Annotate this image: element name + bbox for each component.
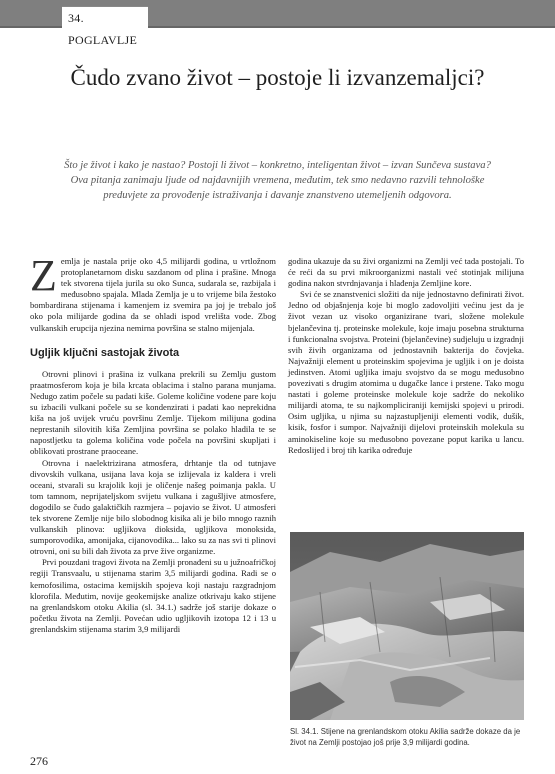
intro-text: emlja je nastala prije oko 4,5 milijardi godina, u vrtložnom protoplanetarnom disku sazdanom od plina i prašine. Mnoga tek stvorena tijela jurila su oko Sunca, sudarala se, razbijala i međusobno spajala. Mlada Zemlja je u to vrijeme bila žestoko bombardirana stijenama i kamenjem iz svemira pa joj je trebalo još oko pola milijarde godina da se ohladi ispod vrelišta vode. Zbog vulkanskih erupcija njezina nemirna površina se stalno mijenjala. (30, 256, 276, 333)
chapter-title: Čudo zvano život – postoje li izvanzemaljci? (70, 65, 485, 90)
rock-photo (290, 532, 524, 720)
chapter-label: 34. POGLAVLJE (62, 6, 148, 28)
body-paragraph: Otrovna i naelektrizirana atmosfera, drhtanje tla od tutnjave divovskih vulkana, usijana lava koja se izlijevala iz kaldera i vreli oceani, stvarali su krajolik koji je oličenje našeg poimanja pakla. U tom tamnom, neprijateljskom svijetu vulkana i zagušljive atmosfere, dogodilo se čudo galaktičkih razmjera – pojavio se život. U atmosferi tek stvorene Zemlje nije bilo slobodnog kisika ali je bilo mnogo raznih vulkanskih plinova: ugljikova dioksida, ugljikova monoksida, sumporovodika, amonijaka, cijanovodika... lako su za nas svi ti plinovi otrovni, oni su bili dah života za prve žive organizme. (30, 457, 276, 557)
body-paragraph: Prvi pouzdani tragovi života na Zemlji pronađeni su u južnoafričkoj regiji Transvaalu, u stijenama starim 3,5 milijardi godina. Radi se o kemofosilima, ostacima kemijskih spojeva koji nastaju razgradnjom klorofila. Međutim, novije geokemijske analize otkrivaju kako stijene na grenlandskom otoku Akilia (sl. 34.1.) sadrže još starije dokaze o početku života na Zemlji. Povećan udio ugljikovih izotopa 12 i 13 u grenlandskim stijenama starim 3,9 milijardi (30, 557, 276, 634)
drop-cap: Z (30, 251, 57, 300)
lead-paragraph: Što je život i kako je nastao? Postoji li život – konkretno, inteligentan život – izvan Sunčeva sustava? Ova pitanja zanimaju ljude od najdavnijih vremena, međutim, tek smo nedavno razvili tehnološke preduvjete za provođenje istraživanja i davanje znanstveno utemeljenih odgovora. (64, 160, 491, 201)
section-heading: Ugljik ključni sastojak života (30, 346, 180, 359)
left-column (30, 251, 276, 635)
page-number: 276 (30, 754, 48, 768)
body-paragraph: Svi će se znanstvenici složiti da nije jednostavno definirati život. Jedno od objašnjenja koje bi moglo zadovoljiti većinu jest da je život vezan uz visoko organizirane tvari, složene molekule bjelančevina tj. proteinske molekule, koje imaju posebna strukturna i funkcionalna svojstva. Proteini (bjelančevine) sudjeluju u izgradnji svih živih organizama od jednostavnih bakterija do čovjeka. Najvažniji element u proteinskim spojevima je ugljik i on je doista jedinstven. Atomi ugljika imaju svojstvo da se mogu međusobno povezivati s drugim atomima u dugačke lance i prstene. Tako mogu nastati i goleme proteinske molekule koje sadrže do nekoliko milijardi atoma, te su najkompliciraniji kemijski spojevi u prirodi. Osim ugljika, u njima su najzastupljeniji elementi vodik, dušik, kisik, fosfor i sumpor. Najvažniji dijelovi proteinskih molekula su aminokiseline koje su međusobno povezane poput karika u lancu. Redoslijed i broj tih karika određuje (288, 289, 524, 455)
figure-caption: Sl. 34.1. Stijene na grenlandskom otoku Akilia sadrže dokaze da je život na Zemlji postojao još prije 3,9 milijardi godina. (290, 727, 521, 747)
body-paragraph: Otrovni plinovi i prašina iz vulkana prekrili su Zemlju gustom praatmosferom koja je bila krcata oblacima i stalno parana munjama. Nedugo zatim počele su padati kiše. Goleme količine vodene pare koju su izbacili vulkani počele su se kondenzirati i padati kao neprekidna kiša na još uvijek vruću površinu Zemlje. Tijekom milijuna godina neprestanih silovitih kiša Zemljina površina se polako hladila te se napostljetku ta golema količina vode počela na površini skupljati i oblikovati prostrane praoceane. (30, 368, 276, 457)
body-paragraph: godina ukazuje da su živi organizmi na Zemlji već tada postojali. To će reći da su prvi mikroorganizmi nastali već stotinjak milijuna godina nakon stvrdnjavanja i hlađenja Zemljine kore. (288, 256, 524, 289)
intro-paragraph (30, 251, 276, 334)
right-column (288, 256, 524, 456)
